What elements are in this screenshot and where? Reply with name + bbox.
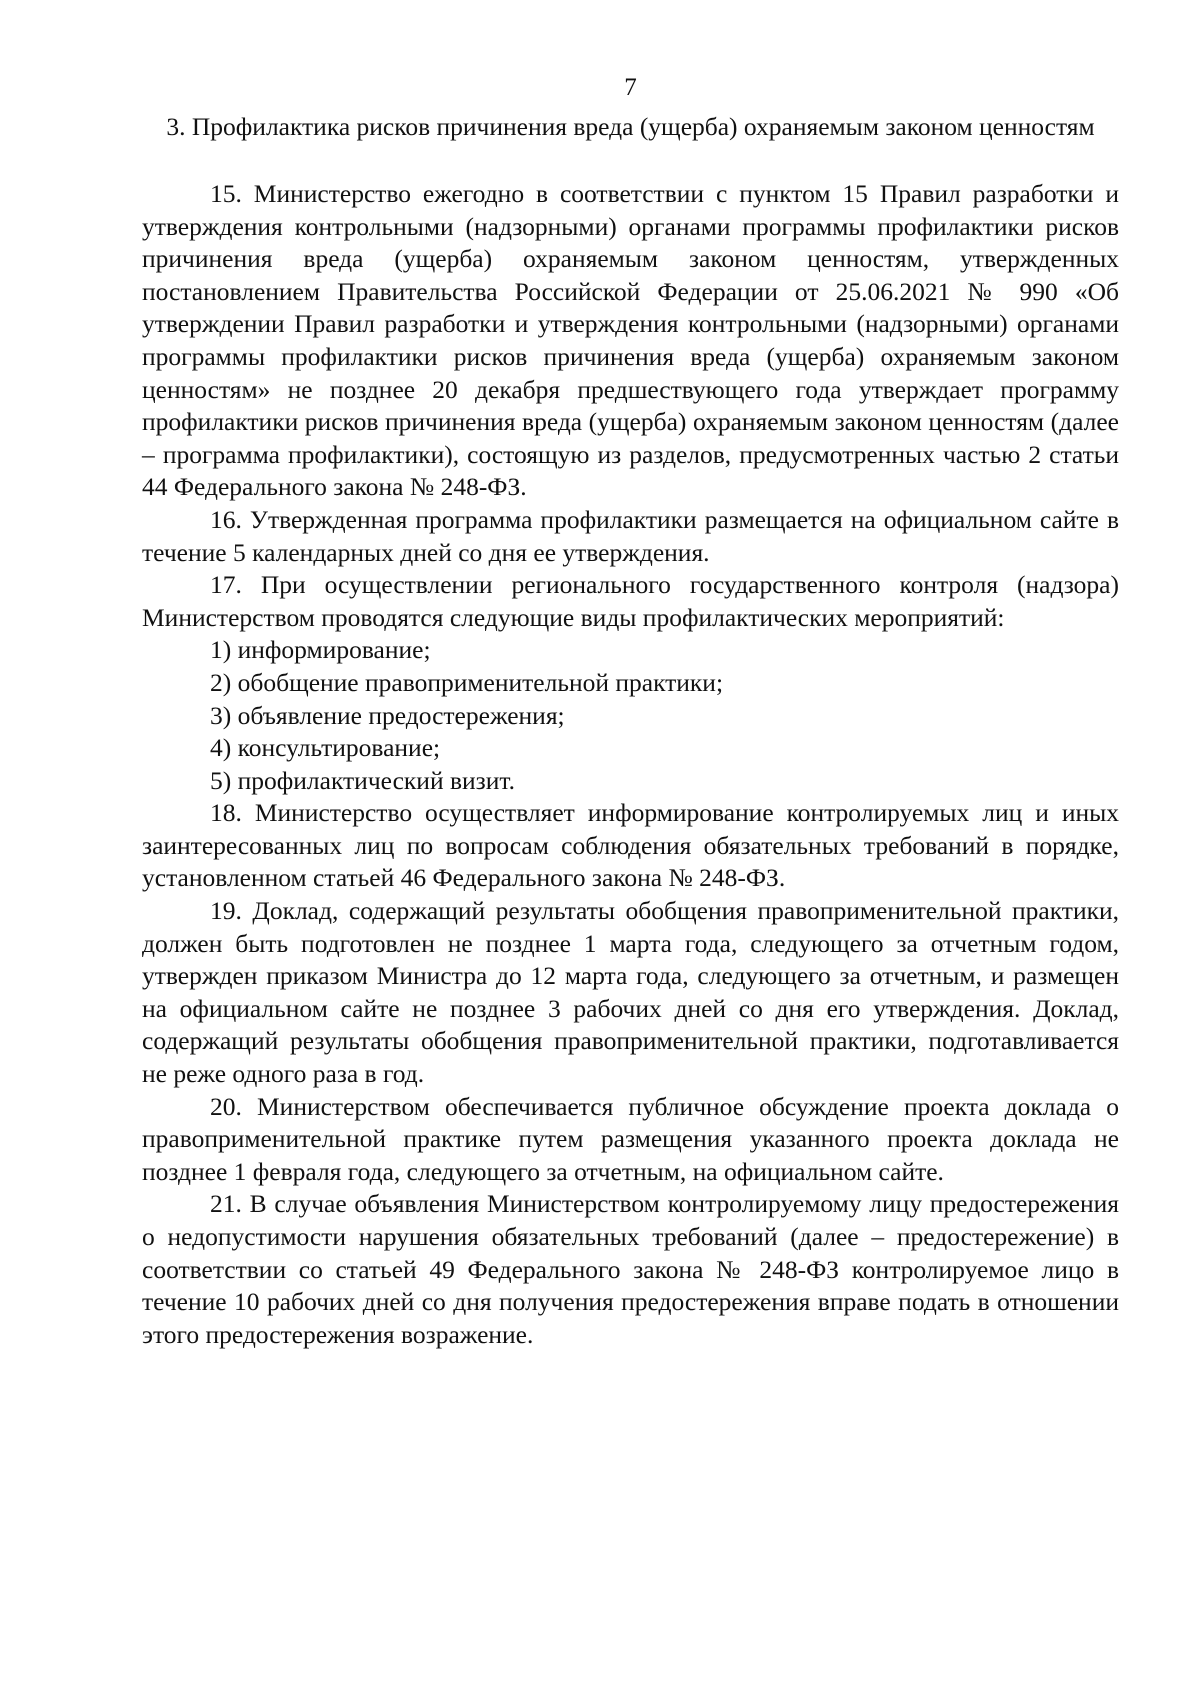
paragraph-18: 18. Министерство осуществляет информирование контролируемых лиц и иных заинтересованных лиц по вопросам соблюдения обязательных требований в порядке, установленном статьей 46 Федерального закона № 248-ФЗ. [142, 798, 1119, 893]
paragraph-16: 16. Утвержденная программа профилактики размещается на официальном сайте в течение 5 календарных дней со дня ее утверждения. [142, 504, 1119, 567]
paragraph-20: 20. Министерством обеспечивается публичное обсуждение проекта доклада о правоприменительной практике путем размещения указанного проекта доклада не позднее 1 февраля года, следующего за отчетным, на официальном сайте. [142, 1091, 1119, 1186]
document-page [142, 72, 1119, 1351]
paragraph-21: 21. В случае объявления Министерством контролируемому лицу предостережения о недопустимости нарушения обязательных требований (далее – предостережение) в соответствии со статьей 49 Федерального закона № 248-ФЗ контролируемое лицо в течение 10 рабочих дней со дня получения предостережения вправе подать в отношении этого предостережения возражение. [142, 1189, 1119, 1349]
list-item: 2) обобщение правоприменительной практики; [210, 667, 724, 697]
paragraph-17: 17. При осуществлении регионального государственного контроля (надзора) Министерством проводятся следующие виды профилактических мероприятий: [142, 570, 1119, 632]
list-item: 1) информирование; [210, 635, 431, 665]
page-number: 7 [624, 74, 637, 101]
section-title: 3. Профилактика рисков причинения вреда (ущерба) охраняемым законом ценностям [166, 112, 1095, 141]
list-item: 3) объявление предостережения; [210, 700, 565, 730]
list-item: 4) консультирование; [210, 733, 441, 763]
paragraph-15: 15. Министерство ежегодно в соответствии с пунктом 15 Правил разработки и утверждения контрольными (надзорными) органами программы профилактики рисков причинения вреда (ущерба) охраняемым законом ценностям, утвержденных постановлением Правительства Российской Федерации от 25.06.2021 № 990 «Об утверждении Правил разработки и утверждения контрольными (надзорными) органами программы профилактики рисков причинения вреда (ущерба) охраняемым законом ценностям» не позднее 20 декабря предшествующего года утверждает программу профилактики рисков причинения вреда (ущерба) охраняемым законом ценностям (далее – программа профилактики), состоящую из разделов, предусмотренных частью 2 статьи 44 Федерального закона № 248-ФЗ. [142, 179, 1119, 502]
list-item: 5) профилактический визит. [210, 765, 515, 795]
prevention-measures-list [142, 634, 1119, 797]
paragraph-19: 19. Доклад, содержащий результаты обобщения правоприменительной практики, должен быть подготовлен не позднее 1 марта года, следующего за отчетным годом, утвержден приказом Министра до 12 марта года, следующего за отчетным, и размещен на официальном сайте не позднее 3 рабочих дней со дня его утверждения. Доклад, содержащий результаты обобщения правоприменительной практики, подготавливается не реже одного раза в год. [142, 896, 1119, 1089]
